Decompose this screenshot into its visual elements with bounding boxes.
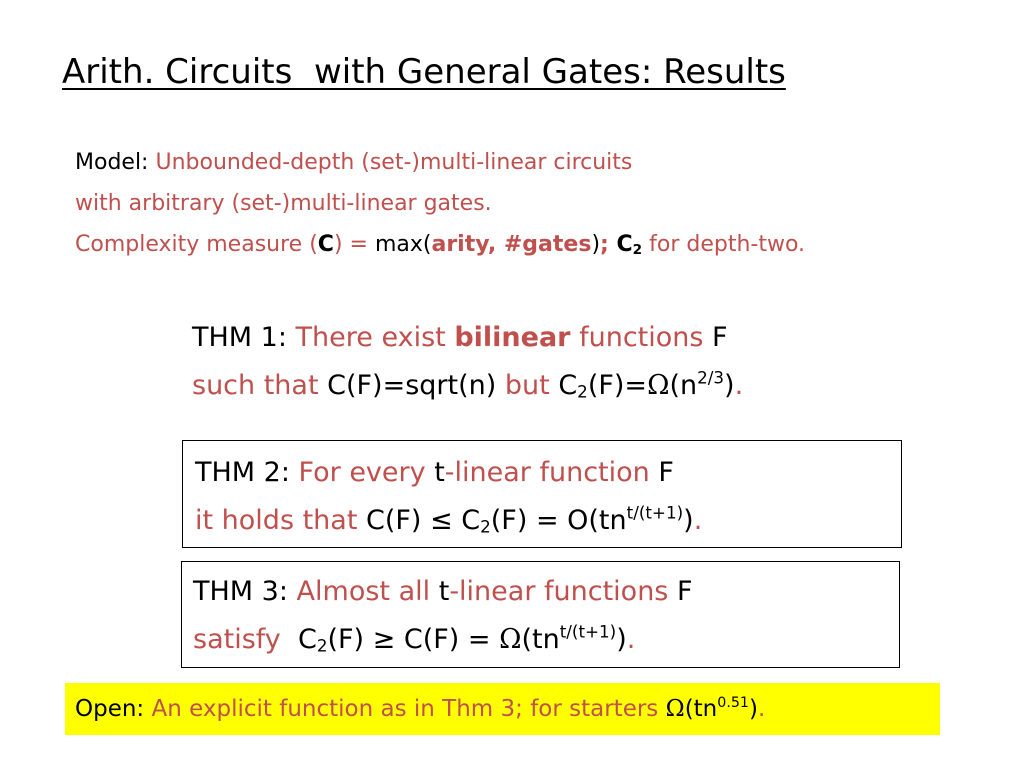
theorem-2-for-every: For every	[298, 457, 435, 488]
theorem-3-line-2	[193, 616, 899, 664]
theorem-2-period: .	[693, 505, 703, 536]
theorem-3-exponent: t/(t+1)	[559, 621, 617, 642]
theorem-3-line-1	[193, 568, 899, 616]
model-depth-two: for depth-two.	[642, 232, 806, 257]
model-measure-text: Complexity measure (	[75, 232, 318, 257]
theorem-2-line-2	[195, 497, 901, 545]
theorem-3-tn: (tn	[521, 624, 560, 655]
open-tn: (tn	[684, 696, 718, 722]
open-close: )	[749, 696, 758, 722]
theorem-3-label: THM 3:	[193, 576, 288, 607]
theorem-1-label: THM 1:	[192, 322, 287, 353]
theorem-3-t: t	[438, 576, 450, 607]
theorem-1-text: There exist	[295, 322, 455, 353]
model-c2-symbol: C	[616, 232, 633, 257]
theorem-3-close: )	[616, 624, 627, 655]
open-exponent: 0.51	[717, 695, 749, 712]
model-line-3	[75, 224, 805, 265]
theorem-2-t: t	[434, 457, 445, 488]
theorem-1-but: but	[496, 370, 559, 401]
theorem-1-c2: C	[558, 370, 578, 401]
theorem-1-close: )	[724, 370, 735, 401]
omega-symbol: Ω	[499, 624, 522, 655]
theorem-2-line-1	[195, 449, 901, 497]
model-c2	[617, 232, 643, 257]
theorem-2-label: THM 2:	[195, 457, 290, 488]
theorem-2-bound: (F) = O(tn	[490, 505, 627, 536]
theorem-1-exponent: 2/3	[697, 367, 725, 388]
slide-title: Arith. Circuits with General Gates: Results	[62, 52, 786, 92]
theorem-1-bilinear: bilinear	[454, 322, 571, 353]
theorem-2-close: )	[683, 505, 694, 536]
theorem-2-it-holds: it holds that	[195, 505, 367, 536]
theorem-2-inequality: C(F) ≤ C	[366, 505, 481, 536]
theorem-1-n: (n	[669, 370, 698, 401]
theorem-1-equals: (F)=	[587, 370, 648, 401]
theorem-3-satisfy: satisfy	[193, 624, 298, 655]
theorem-3-almost-all: Almost all	[296, 576, 439, 607]
theorem-2-linear-function: -linear function	[444, 457, 659, 488]
theorem-1-such-that: such that	[192, 370, 328, 401]
theorem-1-line-1	[192, 314, 743, 362]
open-period: .	[757, 696, 766, 722]
theorem-1-line-2	[192, 362, 743, 410]
theorem-2-subscript: 2	[480, 516, 491, 537]
model-text-1: Unbounded-depth (set-)multi-linear circuits	[155, 150, 633, 175]
omega-symbol: Ω	[665, 696, 685, 722]
theorem-2-box	[182, 440, 902, 548]
model-max: max(	[374, 232, 432, 257]
omega-symbol: Ω	[647, 370, 670, 401]
theorem-3-linear-functions: -linear functions	[449, 576, 677, 607]
theorem-2-f: F	[658, 457, 674, 488]
open-text: An explicit function as in Thm 3; for starters	[151, 696, 666, 722]
theorem-2-exponent: t/(t+1)	[626, 502, 684, 523]
theorem-3-c2: C	[297, 624, 317, 655]
theorem-1-c2-subscript: 2	[577, 381, 588, 402]
model-line-2: with arbitrary (set-)multi-linear gates.	[75, 191, 492, 216]
model-measure-symbol: C	[317, 232, 334, 257]
theorem-1-period: .	[734, 370, 744, 401]
model-description	[75, 142, 805, 265]
theorem-3-period: .	[626, 624, 636, 655]
model-c2-subscript: 2	[632, 242, 643, 258]
open-problem-box	[65, 683, 940, 735]
open-label: Open:	[75, 696, 145, 722]
theorem-1-f: F	[712, 322, 728, 353]
theorem-1-functions: functions	[570, 322, 713, 353]
theorem-3-box	[181, 561, 900, 668]
theorem-1	[192, 314, 743, 410]
theorem-1-cf: C(F)=sqrt(n)	[327, 370, 497, 401]
model-arity-gates: arity, #gates	[431, 232, 592, 257]
model-close-paren: )	[591, 232, 601, 257]
model-line-1	[75, 142, 805, 183]
theorem-3-inequality: (F) ≥ C(F) =	[327, 624, 500, 655]
model-label: Model:	[75, 150, 149, 175]
model-semicolon: ;	[600, 232, 617, 257]
theorem-3-f: F	[676, 576, 693, 607]
model-equals: ) =	[333, 232, 375, 257]
theorem-3-subscript: 2	[316, 635, 328, 656]
